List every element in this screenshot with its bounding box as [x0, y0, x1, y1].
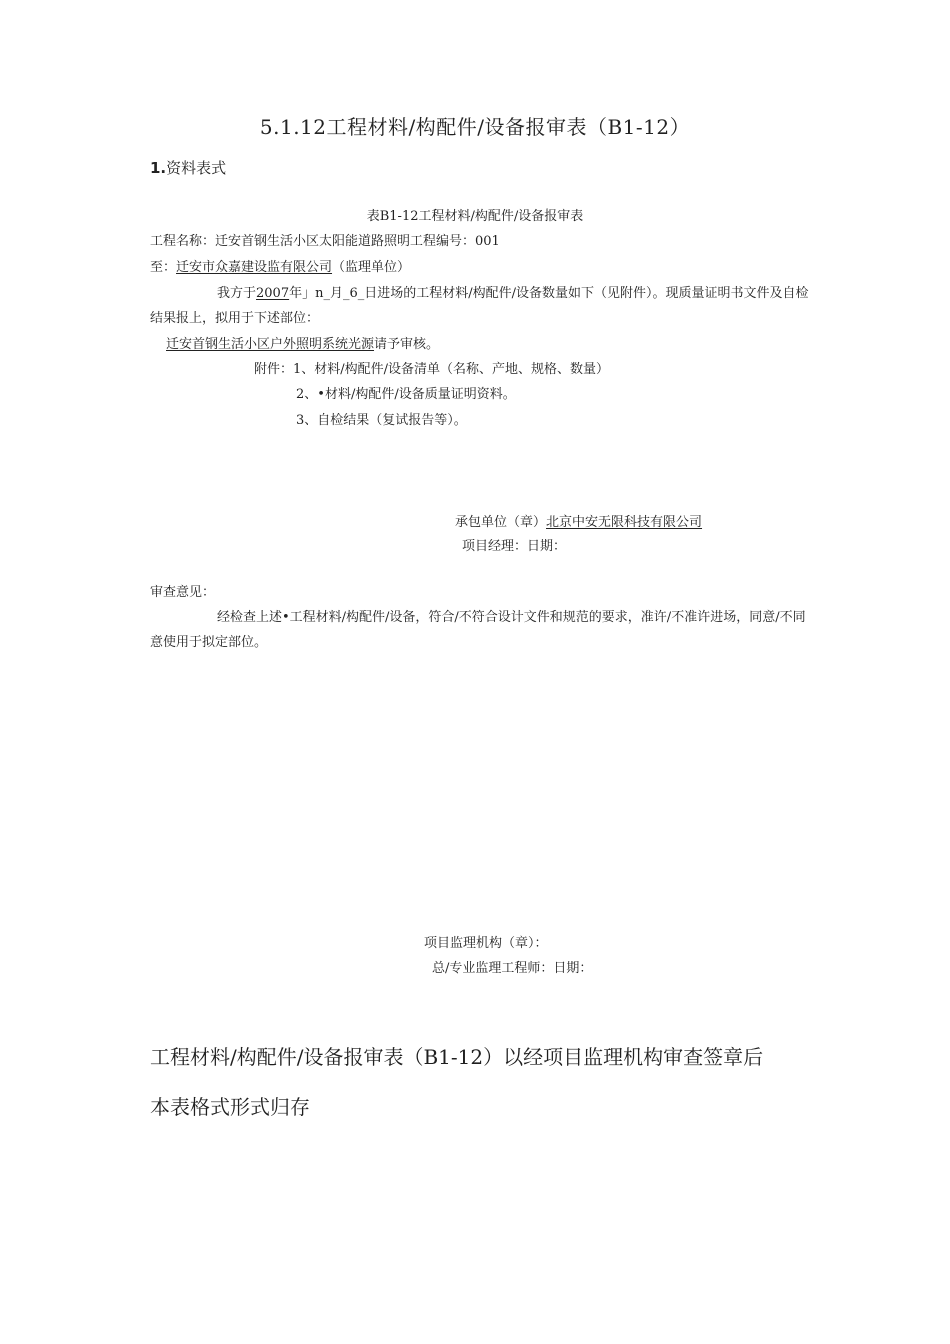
- supervision-unit-name: 迁安市众嘉建设监有限公司: [176, 260, 333, 275]
- page-title: 5.1.12工程材料/构配件/设备报审表（B1-12）: [259, 115, 691, 139]
- addressee-line: [150, 259, 410, 277]
- attachment-item-2: 2、•材料/构配件/设备质量证明资料。: [296, 387, 516, 402]
- location-line: [166, 336, 439, 354]
- supervision-org-line: 项目监理机构（章）：: [424, 936, 548, 951]
- addressee-prefix: 至：: [150, 260, 177, 275]
- declaration-rest: 年」n_月_6_日进场的工程材料/构配件/设备数量如下（见附件）。现质量证明书文件及自检: [289, 286, 809, 301]
- section-heading-text: 资料表式: [166, 159, 227, 177]
- declaration-line-1: [217, 285, 809, 303]
- contractor-line: [455, 514, 702, 532]
- contractor-name: 北京中安无限科技有限公司: [546, 515, 703, 530]
- supervision-engineer-date: 总/专业监理工程师：日期：: [432, 961, 593, 976]
- project-manager-date: 项目经理：日期：: [462, 539, 567, 554]
- declaration-year: 2007: [256, 286, 290, 301]
- location-suffix: 请予审核。: [374, 337, 440, 352]
- attachment-item-1: 附件：1、材料/构配件/设备清单（名称、产地、规格、数量）: [254, 362, 610, 377]
- attachment-item-3: 3、自检结果（复试报告等）。: [296, 413, 467, 428]
- declaration-line-2: 结果报上，拟用于下述部位：: [150, 311, 320, 326]
- review-label: 审查意见：: [150, 585, 216, 600]
- contractor-label: 承包单位（章）: [455, 515, 547, 530]
- declaration-prefix: 我方于: [217, 286, 257, 301]
- footer-note-line-1: 工程材料/构配件/设备报审表（B1-12）以经项目监理机构审查签章后: [150, 1045, 764, 1069]
- section-heading: [150, 158, 226, 178]
- review-text-line-1: 经检查上述•工程材料/构配件/设备，符合/不符合设计文件和规范的要求，准许/不准许进场，同意/不同: [217, 610, 806, 625]
- usage-location: 迁安首钢生活小区户外照明系统光源: [166, 337, 375, 352]
- addressee-suffix: （监理单位）: [332, 260, 411, 275]
- form-caption: 表B1-12工程材料/构配件/设备报审表: [366, 209, 584, 224]
- section-number: 1.: [150, 159, 167, 177]
- footer-note-line-2: 本表格式形式归存: [150, 1095, 310, 1119]
- project-name-line: 工程名称：迁安首钢生活小区太阳能道路照明工程编号：001: [150, 234, 500, 249]
- review-text-line-2: 意使用于拟定部位。: [150, 635, 268, 650]
